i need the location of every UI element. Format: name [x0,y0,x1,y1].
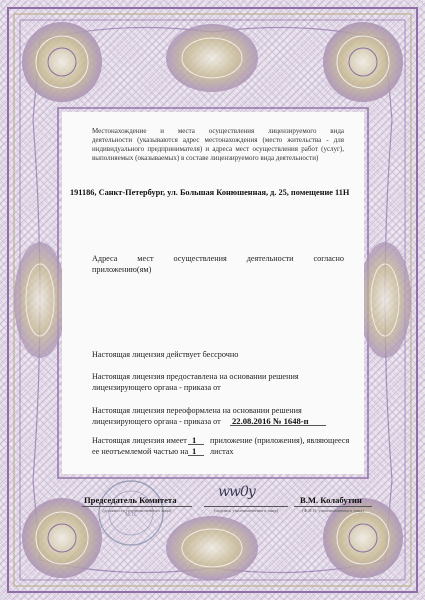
places-text-line-2: приложению(ям) [92,265,152,274]
stamp-letters: М.П. [124,512,138,518]
annex-count-underline [188,444,204,445]
reissue-order: 22.08.2016 № 1648-п [232,416,309,426]
validity-text: Настоящая лицензия действует бессрочно [92,350,239,359]
basis-reissue-line-2: лицензирующего органа - приказа от [92,417,221,426]
bottom-center-medallion [166,516,258,580]
annex-text-part-3: ее неотъемлемой частью на [92,447,189,456]
annex-text-part-2: приложение (приложения), являющееся [210,436,350,445]
reissue-order-underline [230,425,326,426]
signer-position: Председатель Комитета [84,495,177,505]
location-title-line-4: выполняемых (оказываемых) в составе лицензируемого вида деятельности) [92,154,319,162]
signature-image: ww0y [218,484,255,500]
location-title-line-2: деятельности (указываются адрес местонахождения (место жительства - для [92,136,344,144]
location-title-line-1: Местонахождение и места осуществления лицензируемого вида [92,127,344,135]
signature-caption: (подпись уполномоченного лица) [214,508,278,513]
basis-issue-line-2: лицензирующего органа - приказа от [92,383,221,392]
places-text-line-1: Адреса мест осуществления деятельности согласно [92,254,344,263]
signer-name: В.М. Колабутин [300,495,362,505]
sheet-count: 1 [192,446,197,456]
top-center-medallion [166,24,258,92]
annex-text-part-1: Настоящая лицензия имеет [92,436,187,445]
sheet-count-underline [188,455,204,456]
license-address: 191186, Санкт-Петербург, ул. Большая Конюшенная, д. 25, помещение 11Н [70,188,350,197]
signature-underline [204,506,288,507]
annex-count: 1 [192,435,197,445]
corner-rosette-top-right [323,22,403,102]
location-title-line-3: индивидуального предпринимателя) и адреса мест осуществления работ (услуг), [92,145,344,153]
right-side-medallion [359,242,411,358]
annex-text-part-4: листах [210,447,234,456]
position-underline [82,506,192,507]
name-underline [294,506,372,507]
position-caption: (должность уполномоченного лица) [102,508,172,513]
basis-issue-line-1: Настоящая лицензия предоставлена на основании решения [92,372,299,381]
name-caption: (Ф.И.О. уполномоченного лица) [302,508,364,513]
corner-rosette-top-left [22,22,102,102]
left-side-medallion [14,242,66,358]
basis-reissue-line-1: Настоящая лицензия переоформлена на основании решения [92,406,302,415]
